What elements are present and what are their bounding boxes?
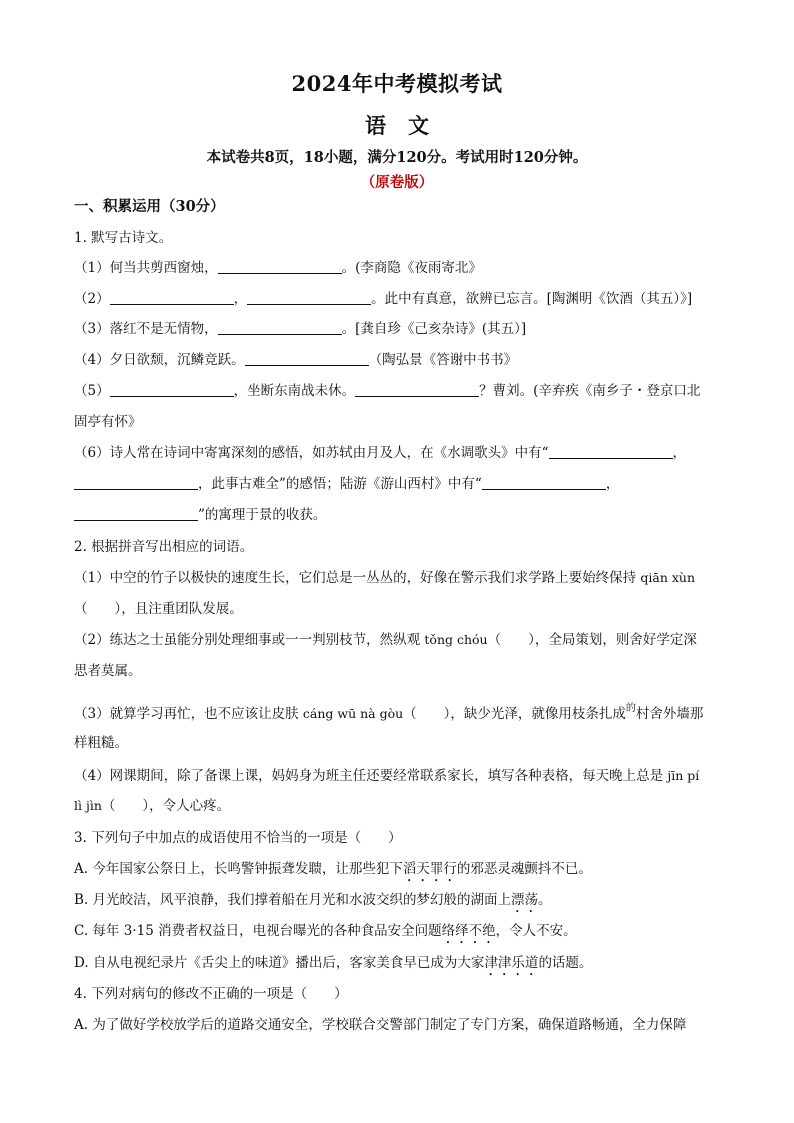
q1-item-6 [74, 444, 722, 462]
text: ，令人不安。 [495, 923, 577, 939]
text: B. 月光皎洁，风平浪静，我们撑着船在月光和水波交织的梦幻般的湖面上 [74, 892, 512, 908]
text: （4）夕日欲颓，沉鳞竞跃。 [74, 352, 245, 368]
answer-blank[interactable] [218, 320, 342, 335]
answer-blank[interactable] [355, 382, 479, 397]
answer-blank[interactable] [549, 444, 673, 459]
text: （2）练达之士虽能分别处理细事或一一判别枝节，然纵观 [74, 632, 425, 648]
text: （1）中空的竹子以极快的速度生长，它们总是一丛丛的，好像在警示我们求学路上要始终保持 [74, 570, 641, 586]
dotted-idiom: 络绎不绝 [441, 923, 496, 939]
subject-title: 语文 [365, 113, 451, 138]
text: 。[龚自珍《己亥杂诗》(其五）] [341, 321, 527, 337]
text: （1）何当共剪西窗烛， [74, 260, 218, 276]
text: ？曹刘。(辛弃疾《南乡子・登京口北 [479, 383, 701, 399]
q1-item-3 [74, 320, 722, 338]
q1-item-2 [74, 290, 722, 308]
text: （ ），令人心疼。 [101, 798, 231, 814]
pinyin: tǒng chóu [424, 632, 488, 647]
q1-item-1 [74, 259, 722, 277]
q1-item-4 [74, 351, 722, 369]
section-heading: 一、积累运用（30分） [74, 198, 225, 215]
answer-blank[interactable] [218, 259, 342, 274]
q2-item-4 [74, 767, 722, 785]
text: 的邪恶灵魂颤抖不已。 [456, 861, 592, 877]
text: ， [605, 476, 620, 492]
answer-blank[interactable] [110, 290, 234, 305]
text: 的话题。 [538, 955, 593, 971]
text: （4）网课期间，除了备课上课，妈妈身为班主任还要经常联系家长，填写各种表格，每天晚上总是 [74, 768, 668, 784]
answer-blank[interactable] [482, 475, 606, 490]
q2-item-2-cont: 思者莫属。 [74, 663, 142, 679]
q2-item-2 [74, 631, 722, 649]
text: ， [672, 445, 686, 461]
exam-title: 2024年中考模拟考试 [291, 71, 503, 96]
text: 。(李商隐《夜雨寄北》 [341, 260, 482, 276]
q2-item-3 [74, 700, 722, 723]
q2-item-1-cont: （ ），且注重团队发展。 [74, 601, 243, 617]
answer-blank[interactable] [245, 351, 369, 366]
superscript-char: 的 [625, 703, 636, 714]
answer-blank[interactable] [74, 506, 198, 521]
text: ， [233, 291, 248, 307]
pinyin: qiān xùn [640, 570, 696, 585]
answer-blank[interactable] [247, 290, 371, 305]
dotted-idiom: 津津乐道 [484, 955, 539, 971]
text: 。 [538, 892, 552, 908]
text: C. 每年 3·15 消费者权益日，电视台曝光的各种食品安全问题 [74, 923, 442, 939]
pinyin: lì jìn [74, 798, 102, 813]
q1-stem: 1. 默写古诗文。 [74, 230, 173, 246]
q3-option-b [74, 891, 722, 916]
q2-item-1 [74, 569, 722, 587]
text: D. 自从电视纪录片《舌尖上的味道》播出后，客家美食早已成为大家 [74, 955, 485, 971]
q2-stem: 2. 根据拼音写出相应的词语。 [74, 539, 254, 555]
q3-option-c [74, 922, 722, 947]
text: （3）就算学习再忙，也不应该让皮肤 [74, 706, 303, 722]
q1-item-6-cont2 [74, 506, 722, 524]
q1-item-5-cont: 固亭有怀》 [74, 414, 142, 430]
text: 。此中有真意，欲辨已忘言。[陶渊明《饮酒（其五）》] [371, 291, 693, 307]
answer-blank[interactable] [74, 475, 198, 490]
text: （陶弘景《答谢中书书》 [368, 352, 518, 368]
q1-item-6-cont [74, 475, 722, 493]
text: 村舍外墙那 [635, 706, 704, 722]
q3-stem: 3. 下列句子中加点的成语使用不恰当的一项是（ ） [74, 830, 402, 846]
q2-item-4-cont [74, 797, 722, 815]
q3-option-d [74, 954, 722, 979]
dotted-idiom: 滔天罪行 [402, 861, 457, 877]
q1-item-5 [74, 382, 722, 400]
text: （2） [74, 291, 110, 307]
dotted-idiom: 漂荡 [511, 892, 539, 908]
text: A. 今年国家公祭日上，长鸣警钟振聋发聩，让那些犯下 [74, 861, 403, 877]
q3-option-a [74, 860, 722, 885]
q4-option-a: A. 为了做好学校放学后的道路交通安全，学校联合交警部门制定了专门方案，确保道路畅通，全力保障 [74, 1017, 687, 1033]
q4-stem: 4. 下列对病句的修改不正确的一项是（ ） [74, 986, 348, 1002]
text: （3）落红不是无情物， [74, 321, 218, 337]
pinyin: cáng wū nà gòu [302, 706, 404, 721]
text: ”的寓理于景的收获。 [198, 507, 327, 523]
pinyin: jīn pí [667, 768, 700, 783]
exam-info: 本试卷共8页，18小题，满分120分。考试用时120分钟。 [206, 149, 588, 166]
version-label: （原卷版） [360, 174, 434, 191]
text: ，坐断东南战未休。 [233, 383, 356, 399]
q2-item-3-cont: 样粗糙。 [74, 735, 128, 751]
answer-blank[interactable] [110, 382, 234, 397]
text: （6）诗人常在诗词中寄寓深刻的感悟，如苏轼由月及人，在《水调歌头》中有“ [74, 445, 549, 461]
text: （5） [74, 383, 110, 399]
text: ，此事古难全”的感悟；陆游《游山西村》中有“ [198, 476, 482, 492]
text: （ ），全局策划，则舍好学定深 [487, 632, 697, 648]
text: （ ），缺少光泽，就像用枝条扎成 [403, 706, 626, 722]
